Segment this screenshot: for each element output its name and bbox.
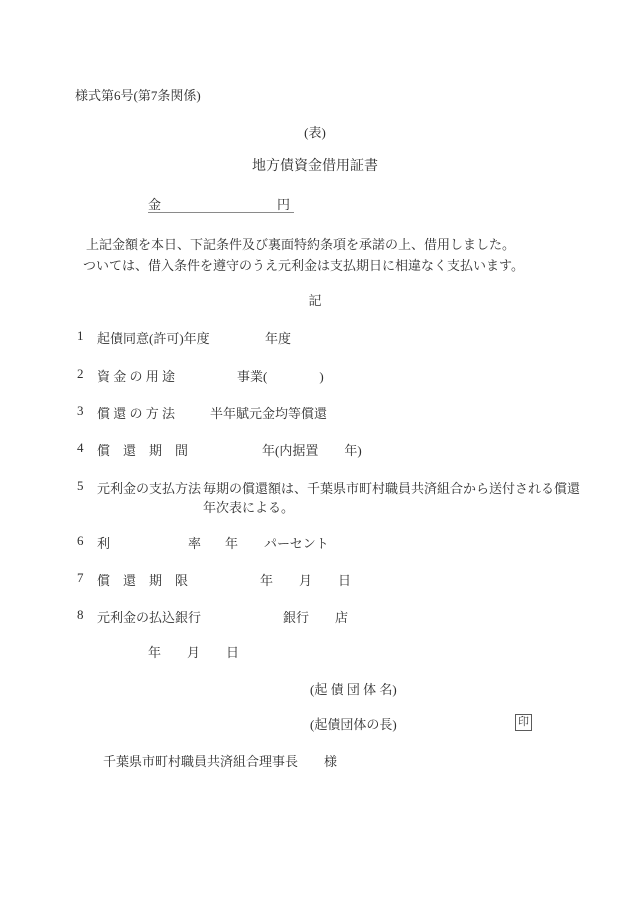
form-item-3 xyxy=(0,403,630,420)
amount-field xyxy=(148,194,294,213)
amount-suffix: 円 xyxy=(277,197,291,212)
item-number: 6 xyxy=(77,533,84,548)
item-label: 償 還 の 方 法 xyxy=(97,406,176,421)
issuer-name-label: (起 債 団 体 名) xyxy=(310,682,397,697)
item-value: 毎期の償還額は、千葉県市町村職員共済組合から送付される償還年次表による。 xyxy=(203,481,581,515)
item-value: 年 パーセント xyxy=(225,536,329,551)
item-value: 銀行 店 xyxy=(283,610,349,625)
record-marker: 記 xyxy=(308,293,322,308)
form-item-1 xyxy=(0,328,630,345)
item-number: 1 xyxy=(77,328,84,343)
form-item-8 xyxy=(0,607,630,624)
item-number: 4 xyxy=(77,440,84,455)
item-label: 償 還 期 間 xyxy=(97,443,189,458)
item-value: 年度 xyxy=(265,331,292,346)
item-number: 5 xyxy=(77,478,84,493)
body-line-2: ついては、借入条件を遵守のうえ元利金は支払期日に相違なく支払います。 xyxy=(83,258,524,273)
form-number: 様式第6号(第7条関係) xyxy=(75,88,201,103)
document-title: 地方債資金借用証書 xyxy=(252,159,378,174)
item-number: 2 xyxy=(77,366,84,381)
body-line-1: 上記金額を本日、下記条件及び裏面特約条項を承諾の上、借用しました。 xyxy=(86,237,516,252)
item-value: 事業( ) xyxy=(237,369,324,384)
item-number: 8 xyxy=(77,607,84,622)
item-number: 3 xyxy=(77,403,84,418)
item-value: 年(内据置 年) xyxy=(262,443,362,458)
face-side-label: (表) xyxy=(304,125,326,140)
issuer-head-label: (起債団体の長) xyxy=(310,717,397,732)
item-label: 元利金の払込銀行 xyxy=(97,610,202,625)
item-label: 起債同意(許可)年度 xyxy=(97,331,210,346)
item-label: 資 金 の 用 途 xyxy=(97,369,176,384)
form-item-4 xyxy=(0,440,630,457)
date-line: 年 月 日 xyxy=(148,645,240,660)
addressee-line: 千葉県市町村職員共済組合理事長 様 xyxy=(103,754,338,769)
item-label: 償 還 期 限 xyxy=(97,573,189,588)
form-item-2 xyxy=(0,366,630,383)
item-number: 7 xyxy=(77,570,84,585)
item-value: 半年賦元金均等償還 xyxy=(210,406,328,421)
form-item-7 xyxy=(0,570,630,587)
form-item-6 xyxy=(0,533,630,550)
item-label: 元利金の支払方法 xyxy=(97,481,202,496)
item-value: 年 月 日 xyxy=(260,573,352,588)
form-item-5 xyxy=(0,478,630,518)
seal-mark: 印 xyxy=(515,714,532,731)
amount-prefix: 金 xyxy=(148,197,162,212)
item-label: 利 率 xyxy=(97,536,202,551)
